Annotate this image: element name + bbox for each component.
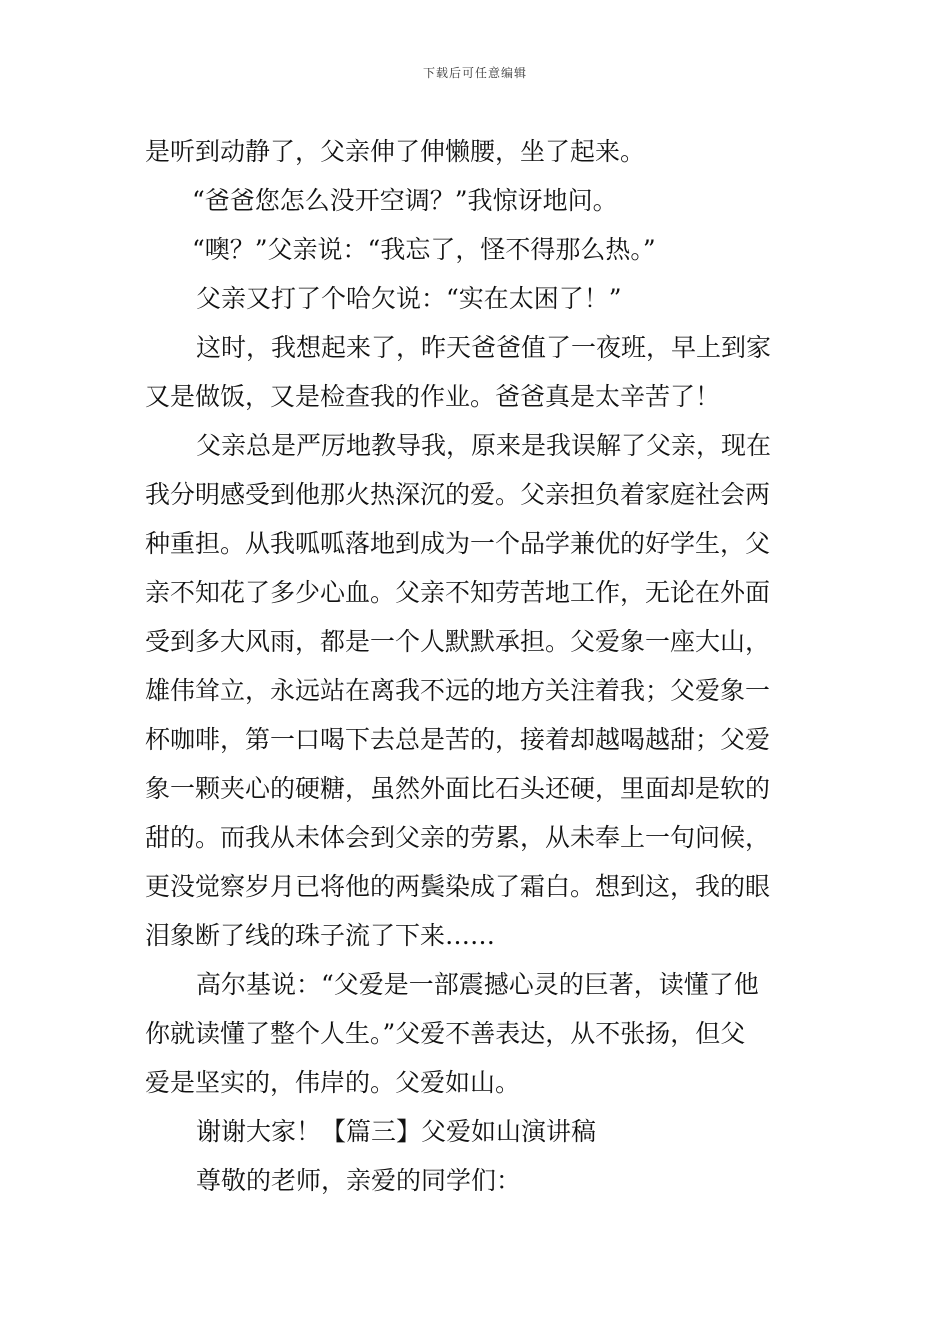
text-line: 尊敬的老师，亲爱的同学们： (196, 1166, 522, 1195)
text-line: 父亲又打了个哈欠说：“实在太困了！” (196, 284, 622, 313)
text-line: 象一颗夹心的硬糖，虽然外面比石头还硬，里面却是软的 (145, 774, 771, 803)
text-line: “噢？”父亲说：“我忘了，怪不得那么热。” (192, 235, 656, 264)
text-line: 高尔基说：“父爱是一部震撼心灵的巨著，读懂了他 (196, 970, 759, 999)
text-line: 更没觉察岁月已将他的两鬓染成了霜白。想到这，我的眼 (145, 872, 771, 901)
text-line: 种重担。从我呱呱落地到成为一个品学兼优的好学生，父 (145, 529, 771, 558)
text-line: 这时，我想起来了，昨天爸爸值了一夜班，早上到家 (196, 333, 772, 362)
text-line: 杯咖啡，第一口喝下去总是苦的，接着却越喝越甜；父爱 (145, 725, 771, 754)
page-header: 下载后可任意编辑 (422, 66, 527, 80)
text-line: 受到多大风雨，都是一个人默默承担。父爱象一座大山， (145, 627, 771, 656)
document-body (145, 127, 810, 1205)
text-line: 又是做饭，又是检查我的作业。爸爸真是太辛苦了！ (145, 382, 721, 411)
text-line: 泪象断了线的珠子流了下来…… (145, 921, 496, 950)
text-line: 爱是坚实的，伟岸的。父爱如山。 (145, 1068, 521, 1097)
text-line: 我分明感受到他那火热深沉的爱。父亲担负着家庭社会两 (145, 480, 771, 509)
text-line: “爸爸您怎么没开空调？”我惊讶地问。 (192, 186, 618, 215)
text-line: 谢谢大家！【篇三】父爱如山演讲稿 (196, 1117, 597, 1146)
text-line: 甜的。而我从未体会到父亲的劳累，从未奉上一句问候， (145, 823, 771, 852)
text-line: 父亲总是严厉地教导我，原来是我误解了父亲，现在 (196, 431, 772, 460)
text-line: 你就读懂了整个人生。”父爱不善表达，从不张扬，但父 (145, 1019, 746, 1048)
text-line: 亲不知花了多少心血。父亲不知劳苦地工作，无论在外面 (145, 578, 771, 607)
text-line: 雄伟耸立，永远站在离我不远的地方关注着我；父爱象一 (145, 676, 771, 705)
text-line: 是听到动静了，父亲伸了伸懒腰，坐了起来。 (145, 137, 646, 166)
